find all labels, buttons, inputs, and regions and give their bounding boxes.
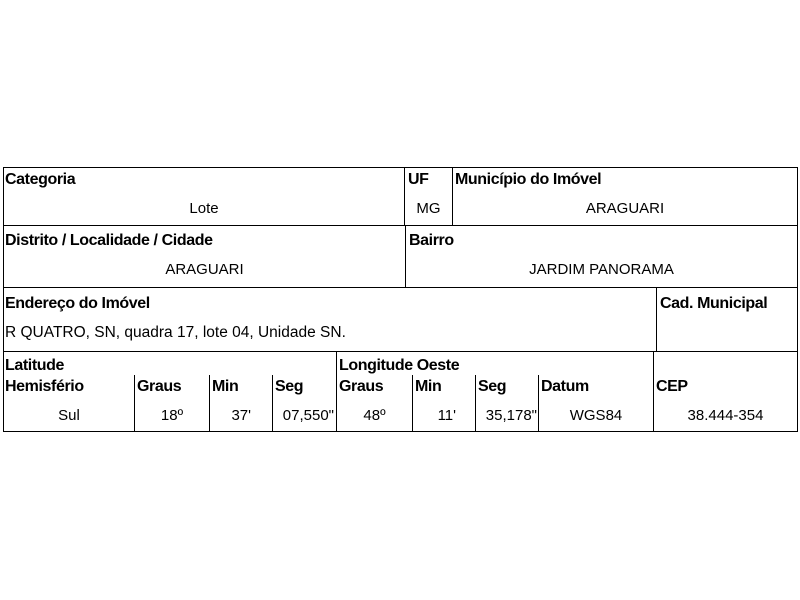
bairro-value: JARDIM PANORAMA [529, 261, 674, 278]
border-right-4 [797, 351, 798, 432]
lat-graus-label: Graus [137, 378, 182, 395]
cep-value: 38.444-354 [687, 407, 764, 424]
border-left-2 [3, 225, 4, 288]
latitude-label: Latitude [5, 357, 65, 374]
divider-cad [656, 287, 657, 352]
hemisferio-value: Sul [58, 407, 80, 424]
distrito-value: ARAGUARI [165, 261, 244, 278]
border-right-1 [797, 167, 798, 226]
divider-bairro [405, 225, 406, 288]
lat-min-value: 37' [231, 407, 251, 424]
border-bottom-1 [3, 225, 798, 226]
divider-uf-left [404, 167, 405, 226]
lat-seg-label: Seg [275, 378, 304, 395]
border-bottom-2 [3, 287, 798, 288]
categoria-label: Categoria [5, 171, 76, 188]
municipio-label: Município do Imóvel [455, 171, 602, 188]
divider-lon-seg [475, 375, 476, 432]
lat-seg-value: 07,550" [282, 407, 334, 424]
longitude-label: Longitude Oeste [339, 357, 460, 374]
divider-lat-min [209, 375, 210, 432]
divider-datum [538, 375, 539, 432]
municipio-value: ARAGUARI [585, 200, 665, 217]
lat-graus-value: 18º [160, 407, 184, 424]
lon-seg-label: Seg [478, 378, 507, 395]
datum-value: WGS84 [569, 407, 623, 424]
bairro-label: Bairro [409, 232, 454, 249]
divider-lon-min [412, 375, 413, 432]
border-bottom-4 [3, 431, 798, 432]
endereco-value: R QUATRO, SN, quadra 17, lote 04, Unidade SN. [5, 324, 346, 341]
border-right-2 [797, 225, 798, 288]
lon-seg-value: 35,178" [485, 407, 537, 424]
border-left-3 [3, 287, 4, 352]
categoria-value: Lote [189, 200, 219, 217]
distrito-label: Distrito / Localidade / Cidade [5, 232, 213, 249]
border-left-1 [3, 167, 4, 226]
divider-lat-graus [134, 375, 135, 432]
divider-lat-seg [272, 375, 273, 432]
uf-label: UF [408, 171, 429, 188]
border-right-3 [797, 287, 798, 352]
border-top-1 [3, 167, 798, 168]
lon-min-value: 11' [437, 407, 456, 424]
lat-min-label: Min [212, 378, 239, 395]
cep-label: CEP [656, 378, 688, 395]
datum-label: Datum [541, 378, 589, 395]
border-bottom-3 [3, 351, 798, 352]
lon-min-label: Min [415, 378, 442, 395]
uf-value: MG [416, 200, 441, 217]
lon-graus-value: 48º [363, 407, 386, 424]
divider-uf-right [452, 167, 453, 226]
cad-municipal-label: Cad. Municipal [660, 295, 768, 312]
lon-graus-label: Graus [339, 378, 384, 395]
endereco-label: Endereço do Imóvel [5, 295, 150, 312]
hemisferio-label: Hemisfério [5, 378, 84, 395]
